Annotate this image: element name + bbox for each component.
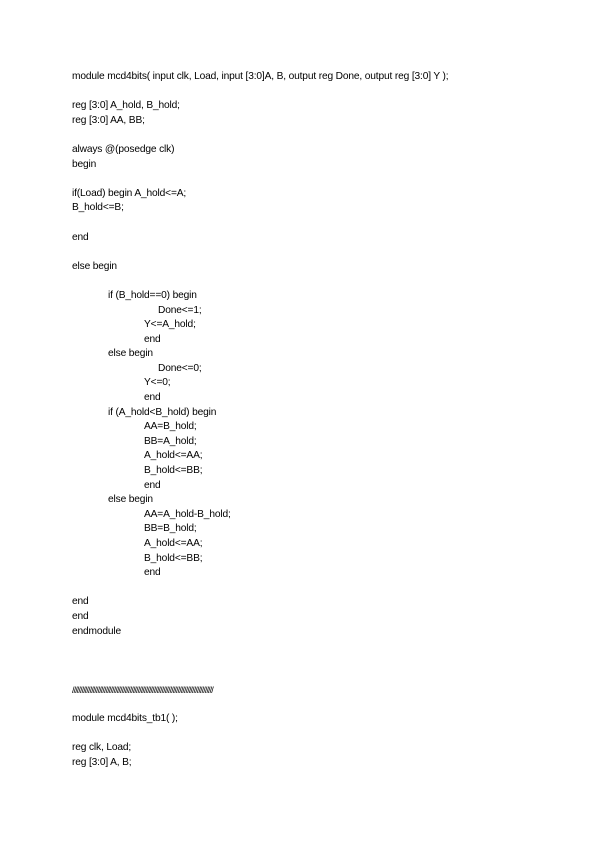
blank-line <box>72 274 572 289</box>
code-line-end: end <box>72 231 89 243</box>
code-line-b-hold-assign: B_hold<=B; <box>72 202 124 214</box>
code-line-end: end <box>72 596 89 608</box>
code-line-else-begin: else begin <box>108 494 153 506</box>
code-line-if-load: if(Load) begin A_hold<=A; <box>72 187 187 199</box>
code-line-y-zero: Y<=0; <box>144 377 171 389</box>
blank-line <box>72 639 572 654</box>
blank-line <box>72 727 572 742</box>
blank-line <box>72 581 572 596</box>
blank-line <box>72 245 572 260</box>
blank-line <box>72 128 572 143</box>
code-line-if-a-lt-b: if (A_hold<B_hold) begin <box>108 406 217 418</box>
code-line-a-hold-aa: A_hold<=AA; <box>144 538 203 549</box>
code-line-done-zero: Done<=0; <box>158 362 202 374</box>
code-line-endmodule: endmodule <box>72 625 122 637</box>
code-line-reg-a-b: reg [3:0] A, B; <box>72 756 132 768</box>
code-line-reg-clk-load: reg clk, Load; <box>72 742 132 754</box>
code-line-end: end <box>144 479 161 491</box>
code-line-reg-hold: reg [3:0] A_hold, B_hold; <box>72 100 180 112</box>
code-line-end: end <box>72 610 89 622</box>
code-line-done-one: Done<=1; <box>158 304 202 316</box>
code-line-bb-a-hold: BB=A_hold; <box>144 435 197 447</box>
blank-line <box>72 654 572 669</box>
code-line-else-begin: else begin <box>72 260 117 272</box>
blank-line <box>72 668 572 683</box>
verilog-code-block <box>72 70 572 771</box>
code-line-aa-diff: AA=A_hold-B_hold; <box>144 508 231 520</box>
code-line-if-b-hold-zero: if (B_hold==0) begin <box>108 289 197 301</box>
code-line-always: always @(posedge clk) <box>72 143 175 155</box>
code-line-end: end <box>144 392 161 404</box>
code-line-end: end <box>144 567 161 579</box>
comment-separator: //////////////////////////////////////////////////////////////////////////////////////// <box>72 684 213 695</box>
code-line-module-decl: module mcd4bits( input clk, Load, input [3:0]A, B, output reg Done, output reg [3:0] Y ); <box>72 71 449 82</box>
blank-line <box>72 216 572 231</box>
code-line-reg-aa-bb: reg [3:0] AA, BB; <box>72 114 145 126</box>
code-line-a-hold-aa: A_hold<=AA; <box>144 450 203 462</box>
code-line-begin: begin <box>72 158 97 170</box>
code-line-b-hold-bb: B_hold<=BB; <box>144 552 203 564</box>
code-line-module-tb: module mcd4bits_tb1( ); <box>72 713 178 725</box>
code-line-b-hold-bb: B_hold<=BB; <box>144 465 203 477</box>
code-line-aa-b-hold: AA=B_hold; <box>144 421 197 433</box>
code-line-bb-b-hold: BB=B_hold; <box>144 523 197 535</box>
blank-line <box>72 85 572 100</box>
code-line-y-a-hold: Y<=A_hold; <box>144 319 196 331</box>
code-line-end: end <box>144 333 161 345</box>
blank-line <box>72 172 572 187</box>
code-line-else-begin: else begin <box>108 348 153 360</box>
blank-line <box>72 698 572 713</box>
